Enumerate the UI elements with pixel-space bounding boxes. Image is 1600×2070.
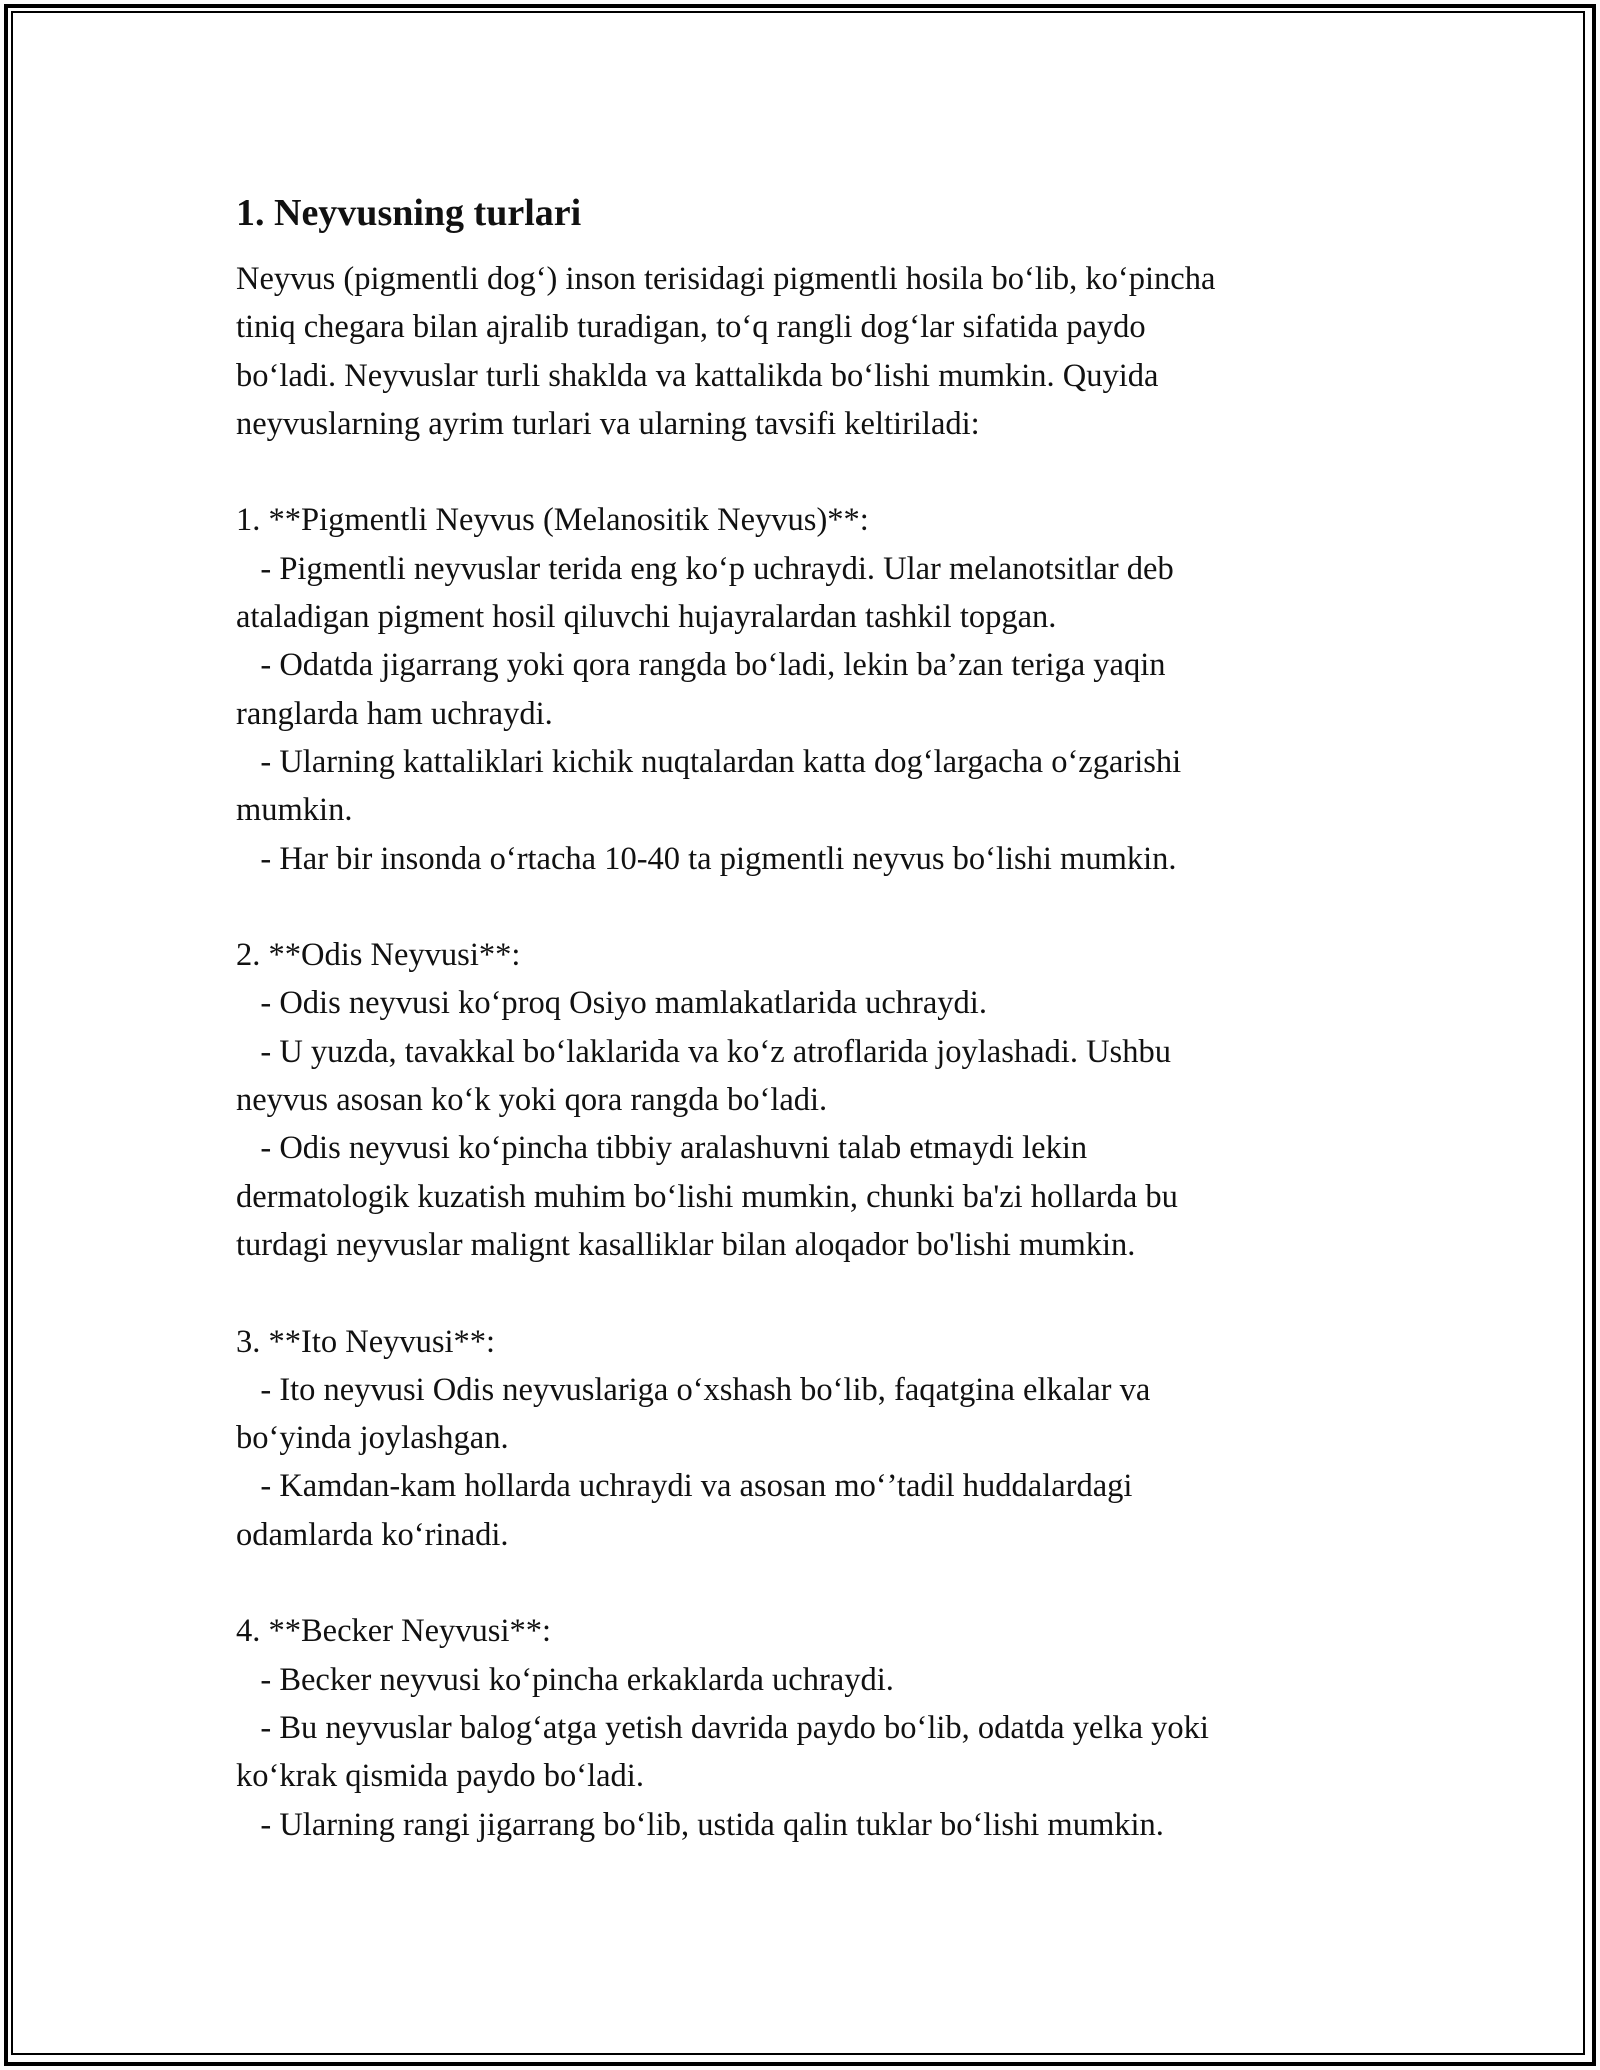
section-title: 3. **Ito Neyvusi**:	[236, 1323, 496, 1360]
section-becker-neyvusi	[236, 1607, 1366, 1848]
section-line: - U yuzda, tavakkal bo‘laklarida va ko‘z atroflarida joylashadi. Ushbu	[236, 1033, 1171, 1070]
spacer	[236, 1559, 1366, 1607]
section-line: - Ularning kattaliklari kichik nuqtalardan katta dog‘largacha o‘zgarishi	[236, 743, 1182, 780]
section-title: 4. **Becker Neyvusi**:	[236, 1613, 552, 1650]
section-line: - Bu neyvuslar balog‘atga yetish davrida paydo bo‘lib, odatda yelka yoki	[236, 1709, 1209, 1746]
spacer	[236, 883, 1366, 931]
section-line: mumkin.	[236, 792, 353, 829]
intro-line: tiniq chegara bilan ajralib turadigan, to‘q rangli dog‘lar sifatida paydo	[236, 309, 1146, 346]
section-line: ranglarda ham uchraydi.	[236, 695, 553, 732]
section-line: bo‘yinda joylashgan.	[236, 1420, 509, 1457]
section-line: turdagi neyvuslar malignt kasalliklar bilan aloqador bo'lishi mumkin.	[236, 1226, 1136, 1263]
section-line: - Ito neyvusi Odis neyvuslariga o‘xshash bo‘lib, faqatgina elkalar va	[236, 1371, 1151, 1408]
section-odis-neyvusi	[236, 931, 1366, 1269]
section-line: ko‘krak qismida paydo bo‘ladi.	[236, 1758, 644, 1795]
section-line: odamlarda ko‘rinadi.	[236, 1516, 509, 1553]
section-line: - Har bir insonda o‘rtacha 10-40 ta pigmentli neyvus bo‘lishi mumkin.	[236, 840, 1177, 877]
document-body	[236, 185, 1366, 1849]
section-line: - Pigmentli neyvuslar terida eng ko‘p uchraydi. Ular melanotsitlar deb	[236, 550, 1174, 587]
section-line: dermatologik kuzatish muhim bo‘lishi mumkin, chunki ba'zi hollarda bu	[236, 1178, 1178, 1215]
section-line: - Odatda jigarrang yoki qora rangda bo‘ladi, lekin ba’zan teriga yaqin	[236, 647, 1166, 684]
section-line: - Becker neyvusi ko‘pincha erkaklarda uchraydi.	[236, 1661, 894, 1698]
section-line: - Ularning rangi jigarrang bo‘lib, ustida qalin tuklar bo‘lishi mumkin.	[236, 1806, 1164, 1843]
section-pigmentli-neyvus	[236, 496, 1366, 882]
intro-line: bo‘ladi. Neyvuslar turli shaklda va kattalikda bo‘lishi mumkin. Quyida	[236, 357, 1159, 394]
section-line: ataladigan pigment hosil qiluvchi hujayralardan tashkil topgan.	[236, 599, 1057, 636]
section-line: neyvus asosan ko‘k yoki qora rangda bo‘ladi.	[236, 1082, 828, 1119]
spacer	[236, 1269, 1366, 1317]
page-title: 1. Neyvusning turlari	[236, 192, 582, 234]
intro-line: Neyvus (pigmentli dog‘) inson terisidagi pigmentli hosila bo‘lib, ko‘pincha	[236, 261, 1216, 297]
intro-line: neyvuslarning ayrim turlari va ularning tavsifi keltiriladi:	[236, 405, 980, 442]
section-line: - Kamdan-kam hollarda uchraydi va asosan mo‘’tadil huddalardagi	[236, 1468, 1133, 1505]
section-title: 1. **Pigmentli Neyvus (Melanositik Neyvus)**:	[236, 502, 869, 539]
section-ito-neyvusi	[236, 1318, 1366, 1559]
section-line: - Odis neyvusi ko‘proq Osiyo mamlakatlarida uchraydi.	[236, 985, 987, 1022]
section-title: 2. **Odis Neyvusi**:	[236, 937, 521, 974]
section-line: - Odis neyvusi ko‘pincha tibbiy aralashuvni talab etmaydi lekin	[236, 1130, 1088, 1167]
spacer	[236, 448, 1366, 496]
intro-paragraph	[236, 255, 1366, 448]
